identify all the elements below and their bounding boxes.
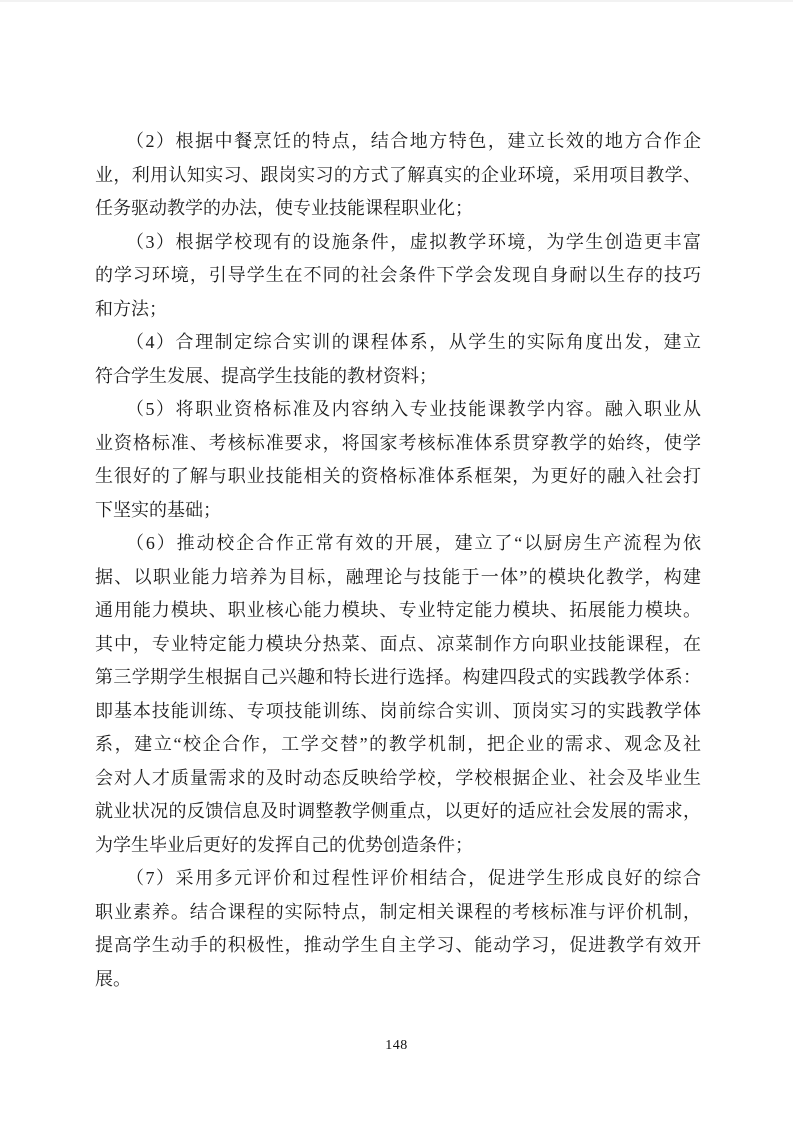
text-line: （4）合理制定综合实训的课程体系，从学生的实际角度出发，建立 [126, 332, 701, 352]
text-line: 的学习环境，引导学生在不同的社会条件下学会发现自身耐以生存的技巧 [95, 265, 701, 285]
text-line: 职业素养。结合课程的实际特点，制定相关课程的考核标准与评价机制， [95, 901, 701, 922]
paragraph-7 [95, 862, 701, 996]
page-number: 148 [385, 1038, 408, 1053]
paragraph-5 [95, 393, 701, 527]
text-line: （6）推动校企合作正常有效的开展，建立了“以厨房生产流程为依 [126, 533, 701, 553]
paragraph-2 [95, 125, 701, 226]
text-line: （7）采用多元评价和过程性评价相结合，促进学生形成良好的综合 [126, 868, 701, 888]
paragraph-4 [95, 326, 701, 393]
text-line: 业资格标准、考核标准要求，将国家考核标准体系贯穿教学的始终，使学 [95, 432, 701, 453]
paragraph-3 [95, 226, 701, 327]
text-line: 展。 [95, 968, 131, 989]
text-line: 下坚实的基础； [95, 499, 221, 520]
text-line: 业，利用认知实习、跟岗实习的方式了解真实的企业环境，采用项目教学、 [95, 164, 701, 185]
text-line: （2）根据中餐烹饪的特点，结合地方特色，建立长效的地方合作企 [126, 131, 701, 151]
text-line: （5）将职业资格标准及内容纳入专业技能课教学内容。融入职业从 [126, 399, 701, 419]
text-line: 其中，专业特定能力模块分热菜、面点、凉菜制作方向职业技能课程，在 [95, 633, 701, 654]
document-body [95, 125, 701, 996]
text-line: 就业状况的反馈信息及时调整教学侧重点，以更好的适应社会发展的需求， [95, 801, 701, 821]
text-line: 提高学生动手的积极性，推动学生自主学习、能动学习，促进教学有效开 [95, 935, 701, 955]
text-line: 系，建立“校企合作，工学交替”的教学机制，把企业的需求、观念及社 [95, 734, 701, 754]
text-line: 第三学期学生根据自己兴趣和特长进行选择。构建四段式的实践教学体系： [95, 667, 701, 687]
text-line: 生很好的了解与职业技能相关的资格标准体系框架，为更好的融入社会打 [95, 466, 701, 486]
text-line: 即基本技能训练、专项技能训练、岗前综合实训、顶岗实习的实践教学体 [95, 700, 701, 721]
text-line: 任务驱动教学的办法，使专业技能课程职业化； [95, 198, 473, 218]
text-line: 据、以职业能力培养为目标，融理论与技能于一体”的模块化教学，构建 [95, 566, 701, 587]
text-line: 会对人才质量需求的及时动态反映给学校，学校根据企业、社会及毕业生 [95, 767, 701, 788]
text-line: 符合学生发展、提高学生技能的教材资料； [95, 365, 437, 386]
text-line: （3）根据学校现有的设施条件，虚拟教学环境，为学生创造更丰富 [126, 231, 701, 252]
text-line: 通用能力模块、职业核心能力模块、专业特定能力模块、拓展能力模块。 [95, 600, 701, 620]
paragraph-6 [95, 527, 701, 862]
text-line: 和方法； [95, 298, 167, 319]
text-line: 为学生毕业后更好的发挥自己的优势创造条件； [95, 834, 473, 855]
